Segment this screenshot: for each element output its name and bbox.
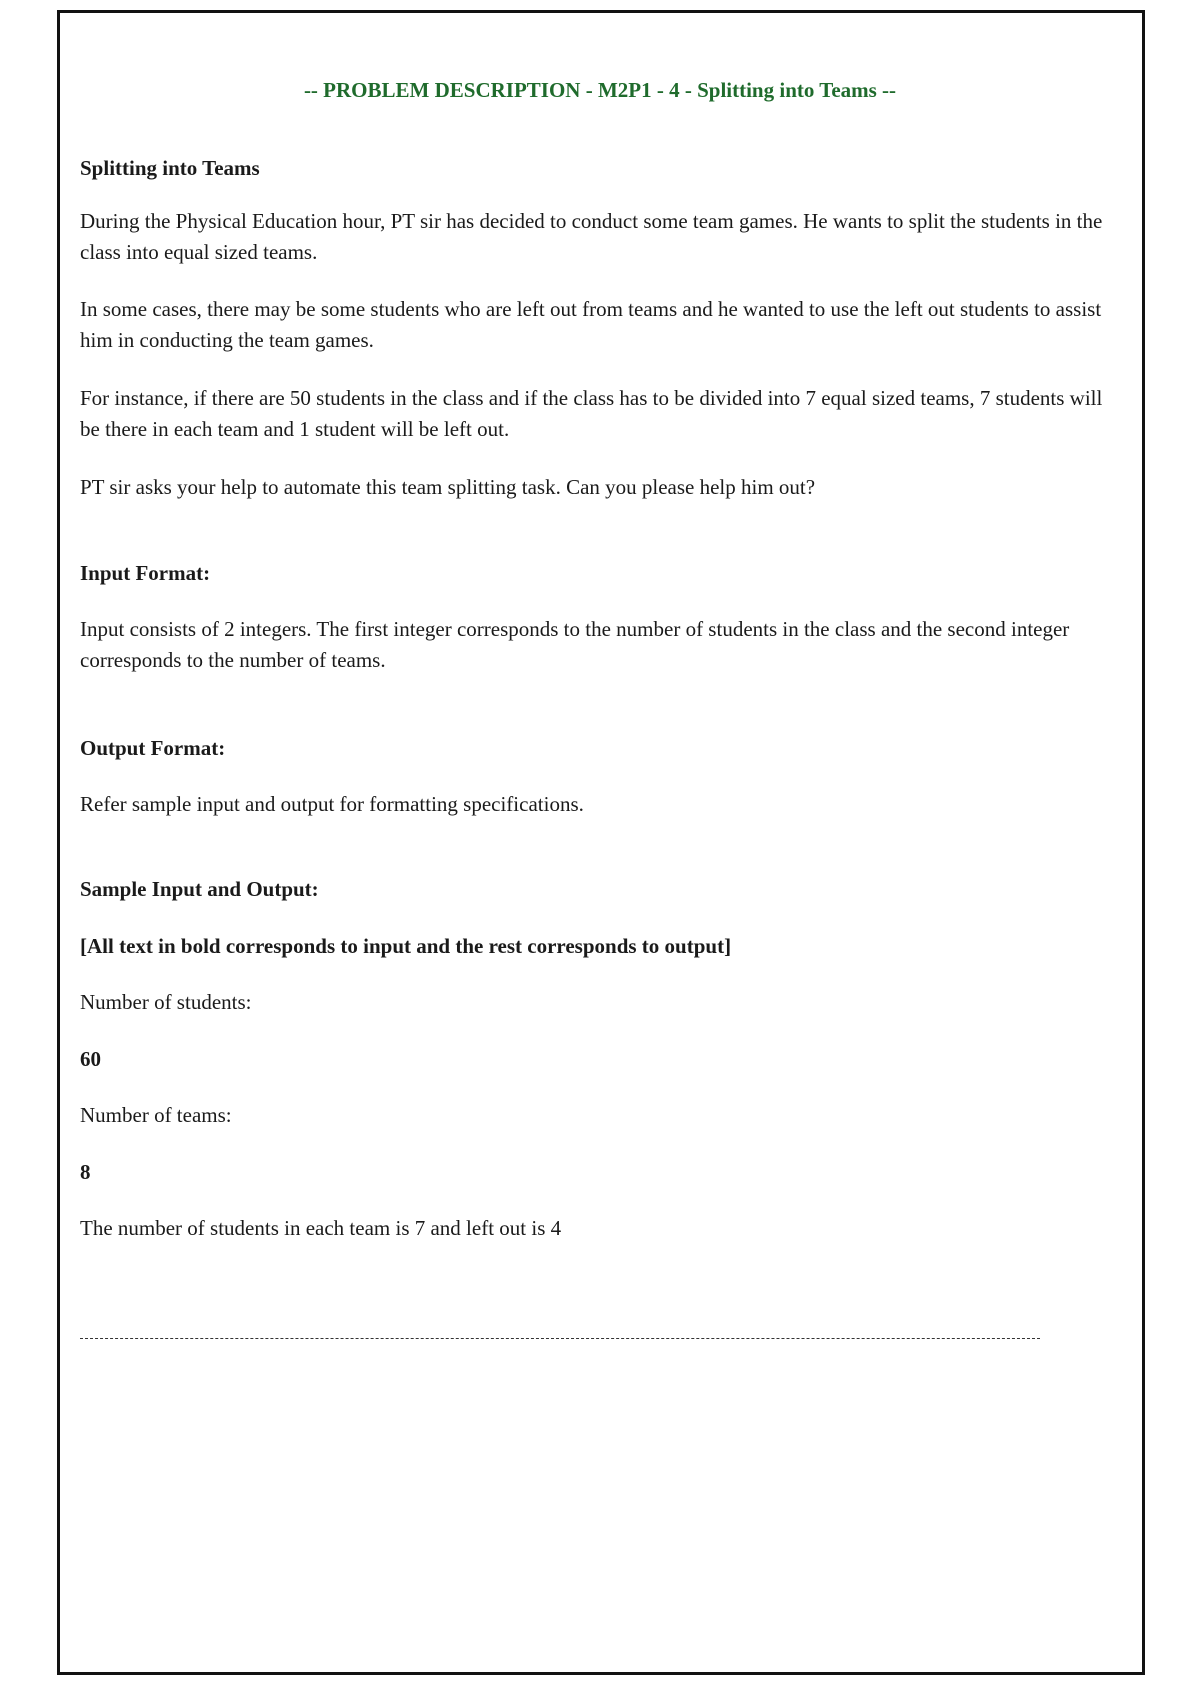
output-format-text: Refer sample input and output for formatting specifications.	[80, 792, 584, 816]
dashed-separator	[80, 1338, 1040, 1339]
sample-prompt-students: Number of students:	[80, 990, 252, 1014]
sample-heading: Sample Input and Output:	[80, 877, 319, 901]
description-paragraph-4: PT sir asks your help to automate this team splitting task. Can you please help him out?	[80, 475, 816, 499]
input-format-heading: Input Format:	[80, 561, 211, 585]
input-format-text: Input consists of 2 integers. The first integer corresponds to the number of students in the class and the second integer corresponds to the number of teams.	[80, 617, 1070, 672]
sample-prompt-teams: Number of teams:	[80, 1103, 232, 1127]
sample-note: [All text in bold corresponds to input and the rest corresponds to output]	[80, 934, 732, 958]
sample-input-teams: 8	[80, 1160, 91, 1184]
sample-input-students: 60	[80, 1047, 101, 1071]
sample-output: The number of students in each team is 7 and left out is 4	[80, 1216, 562, 1240]
problem-heading: Splitting into Teams	[80, 156, 260, 180]
description-paragraph-3: For instance, if there are 50 students in the class and if the class has to be divided into 7 equal sized teams, 7 students will be there in each team and 1 student will be left out.	[80, 386, 1103, 441]
page-title: -- PROBLEM DESCRIPTION - M2P1 - 4 - Splitting into Teams --	[303, 78, 897, 102]
output-format-heading: Output Format:	[80, 736, 226, 760]
description-paragraph-1: During the Physical Education hour, PT sir has decided to conduct some team games. He wants to split the students in the class into equal sized teams.	[80, 209, 1103, 264]
description-paragraph-2: In some cases, there may be some students who are left out from teams and he wanted to use the left out students to assist him in conducting the team games.	[80, 297, 1102, 352]
